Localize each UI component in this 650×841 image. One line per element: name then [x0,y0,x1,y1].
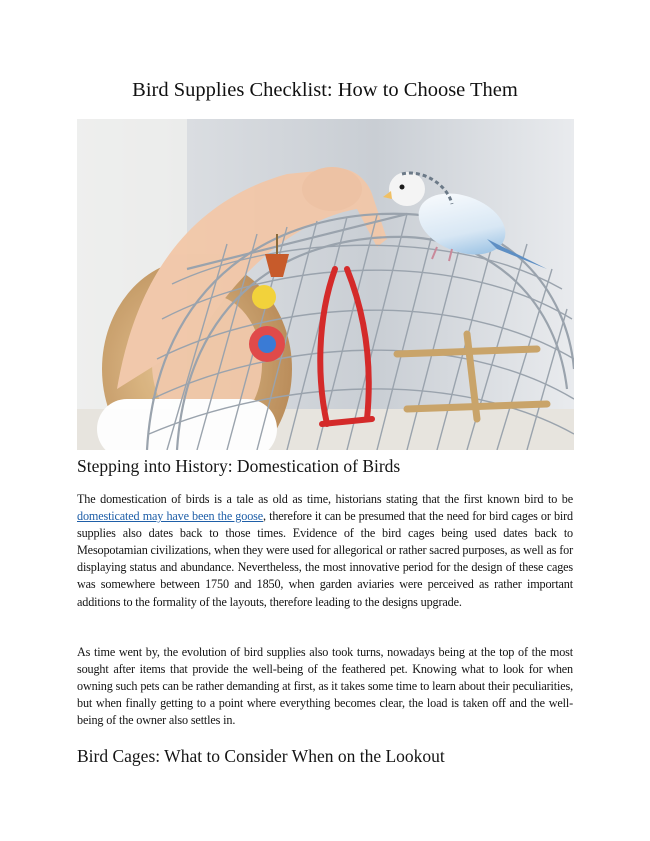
goose-domestication-link[interactable]: domesticated may have been the goose [77,509,263,524]
child-hand [302,167,362,211]
paragraph-text-after-link: , therefore it can be presumed that the need for bird cages or bird supplies also dates back to those times. Evidence of the bird cages being used dates back to Mesopotamian civilizations, when they were used for allegorical or rather sacred purposes, as well as for displaying status and abundance. Nevertheless, the most innovative period for the design of these cages was somewhere between 1750 and 1850, when garden aviaries were perceived as rather important additions to the formality of the layouts, therefore leading to the designs upgrade. [77,509,573,609]
paragraph-domestication [77,491,573,611]
hero-image-child-with-budgie-cage [77,119,574,450]
toy-blue-dot [258,335,276,353]
paragraph-text-before-link: The domestication of birds is a tale as old as time, historians stating that the first known bird to be [77,492,573,506]
paragraph-evolution: As time went by, the evolution of bird supplies also took turns, nowadays being at the top of the most sought after items that provide the well-being of the feathered pet. Knowing what to look for when owning such pets can be rather demanding at first, as it takes some time to learn about their peculiarities, but when finally getting to a point where everything becomes clear, the load is taken off and the well-being of the owner also settles in. [77,645,573,728]
toy-yellow-ball [252,285,276,309]
hero-illustration [77,119,574,450]
budgie-head [389,172,425,206]
page-title: Bird Supplies Checklist: How to Choose Them [132,79,518,101]
section-heading-history: Stepping into History: Domestication of Birds [77,456,401,476]
child-shirt [97,399,277,450]
section-heading-bird-cages: Bird Cages: What to Consider When on the Lookout [77,746,445,766]
budgie-eye [400,185,405,190]
